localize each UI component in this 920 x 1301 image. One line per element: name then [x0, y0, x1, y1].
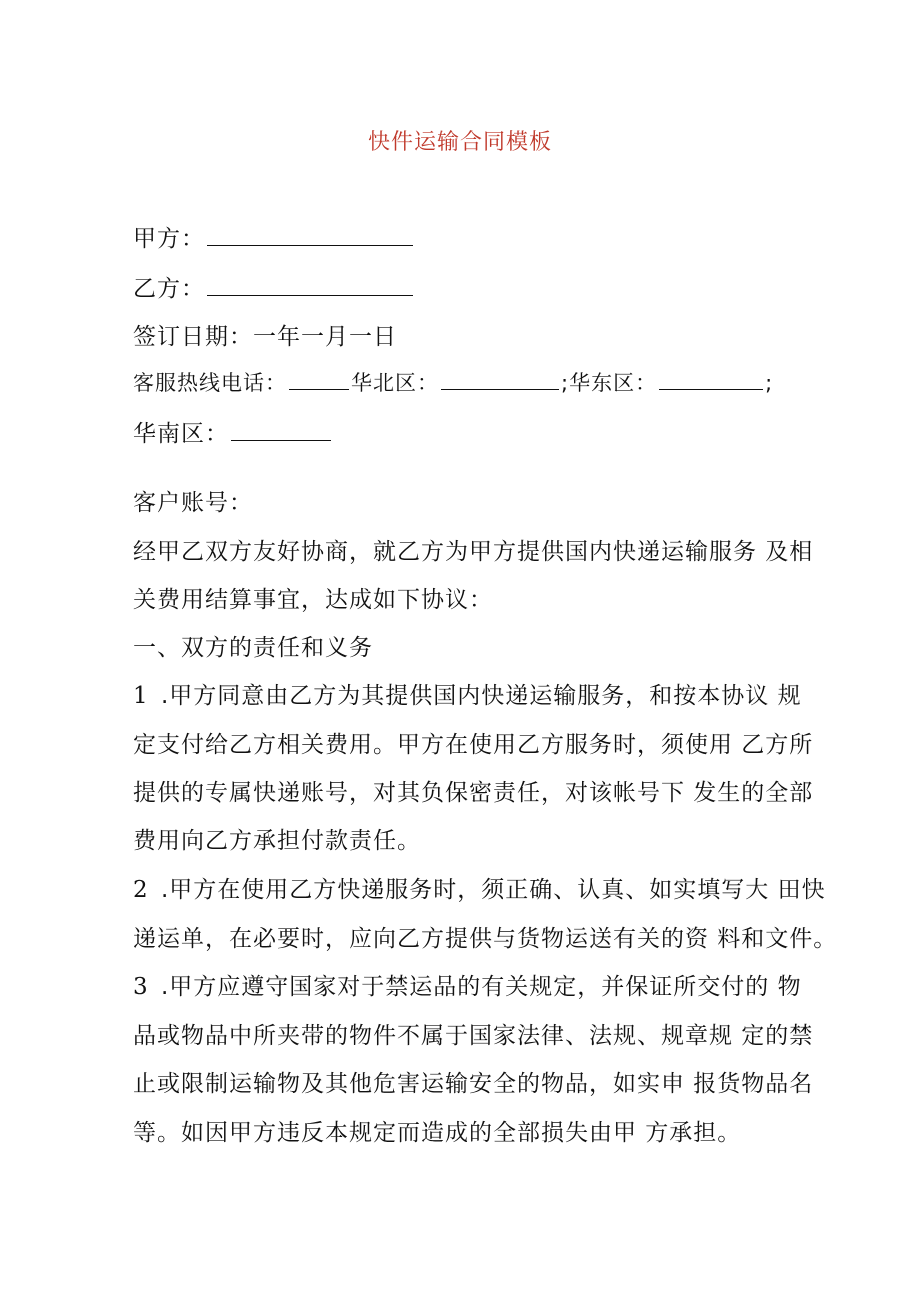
- document-title: 快件运输合同模板: [367, 130, 552, 155]
- section-heading: 一、双方的责任和义务: [133, 635, 373, 661]
- sep-1: ;: [561, 371, 570, 395]
- intro-line-1: 经甲乙双方友好协商，就乙方为甲方提供国内快递运输服务 及相: [133, 539, 814, 565]
- hotline-blank: [289, 367, 349, 390]
- clause-3-line-3: 止或限制运输物及其他危害运输安全的物品，如实申 报货物品名: [133, 1071, 814, 1097]
- clause-1-line-2: 定支付给乙方相关费用。甲方在使用乙方服务时，须使用 乙方所: [133, 732, 814, 758]
- sep-2: ;: [765, 371, 774, 395]
- clause-1-line-4: 费用向乙方承担付款责任。: [133, 828, 421, 854]
- north-blank: [441, 367, 559, 390]
- clause-2-text-1: .甲方在使用乙方快递服务时，须正确、认真、如实填写大 田快: [161, 877, 826, 903]
- south-blank: [231, 418, 331, 441]
- clause-2-line-2: 递运单，在必要时，应向乙方提供与货物运送有关的资 料和文件。: [133, 926, 838, 952]
- party-b-line: [133, 270, 833, 303]
- clause-1-number: 1: [133, 683, 149, 709]
- account-label: 客户账号：: [133, 490, 253, 516]
- clause-3-line-1: [133, 968, 833, 1001]
- party-b-label: 乙方：: [133, 276, 205, 302]
- clause-3-text-1: .甲方应遵守国家对于禁运品的有关规定，并保证所交付的 物: [161, 974, 802, 1000]
- sign-date: 签订日期：一年一月一日: [133, 324, 397, 350]
- clause-1-text-1: .甲方同意由乙方为其提供国内快递运输服务，和按本协议 规: [161, 683, 802, 709]
- hotline-label: 客服热线电话：: [133, 371, 287, 395]
- intro-line-2: 关费用结算事宜，达成如下协议：: [133, 587, 493, 613]
- east-blank: [659, 367, 763, 390]
- hotline-line: [133, 367, 833, 397]
- party-b-blank: [207, 273, 413, 296]
- party-a-label: 甲方：: [133, 226, 205, 252]
- clause-3-line-2: 品或物品中所夹带的物件不属于国家法律、法规、规章规 定的禁: [133, 1023, 814, 1049]
- south-label: 华南区：: [133, 421, 229, 447]
- clause-3-line-4: 等。如因甲方违反本规定而造成的全部损失由甲 方承担。: [133, 1120, 742, 1146]
- clause-1-line-3: 提供的专属快递账号，对其负保密责任，对该帐号下 发生的全部: [133, 780, 814, 806]
- clause-3-number: 3: [133, 974, 149, 1000]
- clause-2-line-1: [133, 871, 833, 904]
- party-a-line: [133, 220, 833, 253]
- east-label: 华东区：: [569, 371, 658, 395]
- clause-2-number: 2: [133, 877, 149, 903]
- north-label: 华北区：: [351, 371, 439, 395]
- clause-1-line-1: [133, 677, 833, 710]
- party-a-blank: [207, 223, 413, 246]
- south-line: [133, 415, 833, 448]
